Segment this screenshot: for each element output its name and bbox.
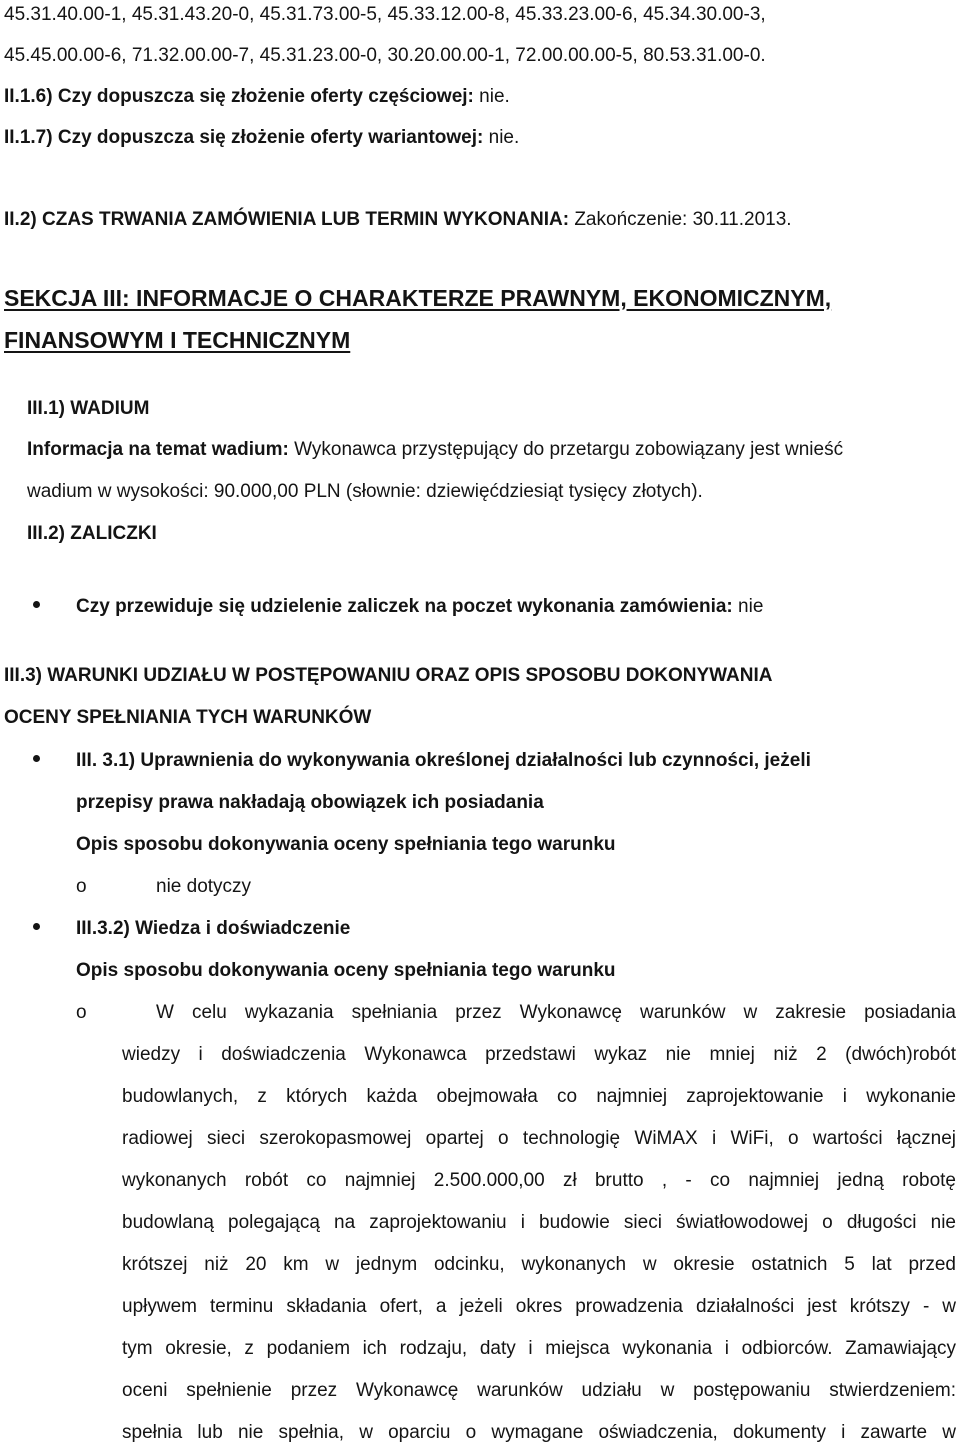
zaliczki-answer: nie — [732, 596, 764, 617]
section-3-title-line-1: SEKCJA III: INFORMACJE O CHARAKTERZE PRAWNYM, EKONOMICZNYM, — [4, 285, 832, 311]
permissions-title-line-1: III. 3.1) Uprawnienia do wykonywania określonej działalności lub czynności, jeżeli — [76, 750, 811, 771]
experience-line: krótszej niż 20 km w jednym odcinku, wykonanych w okresie ostatnich 5 lat przed — [122, 1254, 956, 1275]
wadium-label: Informacja na temat wadium: — [27, 439, 289, 460]
conditions-heading-line-1: III.3) WARUNKI UDZIAŁU W POSTĘPOWANIU ORAZ OPIS SPOSOBU DOKONYWANIA — [4, 665, 773, 686]
duration-label: II.2) CZAS TRWANIA ZAMÓWIENIA LUB TERMIN WYKONANIA: — [4, 209, 570, 230]
duration-value: Zakończenie: 30.11.2013. — [569, 209, 792, 230]
section-3-title-line-2: FINANSOWYM I TECHNICZNYM — [4, 327, 351, 353]
partial-offer-label: II.1.6) Czy dopuszcza się złożenie oferty częściowej: — [4, 86, 474, 107]
variant-offer-label: II.1.7) Czy dopuszcza się złożenie oferty wariantowej: — [4, 127, 484, 148]
experience-line: wiedzy i doświadczenia Wykonawca przedstawi wykaz nie mniej niż 2 (dwóch)robót — [122, 1044, 956, 1065]
experience-line: radiowej sieci szerokopasmowej opartej o technologię WiMAX i WiFi, o wartości łącznej — [122, 1128, 956, 1149]
variant-offer-value: nie. — [483, 127, 520, 148]
circle-marker: o — [76, 1002, 87, 1023]
zaliczki-question — [76, 595, 763, 619]
cpv-codes-line-1: 45.31.40.00-1, 45.31.43.20-0, 45.31.73.00-5, 45.33.12.00-8, 45.33.23.00-6, 45.34.30.00-3, — [4, 4, 766, 25]
permissions-title-line-2: przepisy prawa nakładają obowiązek ich posiadania — [76, 792, 544, 813]
variant-offer-item — [4, 126, 519, 150]
conditions-heading-line-2: OCENY SPEŁNIANIA TYCH WARUNKÓW — [4, 707, 372, 728]
duration-item — [4, 208, 792, 232]
wadium-heading: III.1) WADIUM — [27, 398, 150, 419]
experience-line: spełnia lub nie spełnia, w oparciu o wymagane oświadczenia, dokumenty i zawarte w — [122, 1422, 956, 1443]
bullet-icon — [33, 601, 40, 608]
experience-line: budowlanych, z których każda obejmowała co najmniej zaprojektowanie i wykonanie — [122, 1086, 956, 1107]
partial-offer-item — [4, 85, 510, 109]
experience-line: wykonanych robót co najmniej 2.500.000,00 zł brutto , - co najmniej jedną robotę — [122, 1170, 956, 1191]
permissions-desc-label: Opis sposobu dokonywania oceny spełniania tego warunku — [76, 834, 616, 855]
bullet-icon — [33, 923, 40, 930]
experience-line: oceni spełnienie przez Wykonawcę warunków udziału w postępowaniu stwierdzeniem: — [122, 1380, 956, 1401]
experience-title: III.3.2) Wiedza i doświadczenie — [76, 918, 351, 939]
circle-marker: o — [76, 876, 87, 897]
partial-offer-value: nie. — [473, 86, 510, 107]
cpv-codes-line-2: 45.45.00.00-6, 71.32.00.00-7, 45.31.23.00-0, 30.20.00.00-1, 72.00.00.00-5, 80.53.31.00-0. — [4, 45, 766, 66]
wadium-text-2: wadium w wysokości: 90.000,00 PLN (słownie: dziewięćdziesiąt tysięcy złotych). — [27, 481, 703, 502]
zaliczki-question-label: Czy przewiduje się udzielenie zaliczek na poczet wykonania zamówienia: — [76, 596, 733, 617]
bullet-icon — [33, 755, 40, 762]
permissions-value: nie dotyczy — [156, 876, 252, 897]
zaliczki-heading: III.2) ZALICZKI — [27, 523, 157, 544]
experience-line: W celu wykazania spełniania przez Wykonawcę warunków w zakresie posiadania — [156, 1002, 956, 1023]
wadium-info — [27, 438, 843, 462]
experience-line: tym okresie, z podaniem ich rodzaju, daty i miejsca wykonania i odbiorców. Zamawiający — [122, 1338, 956, 1359]
experience-line: upływem terminu składania ofert, a jeżeli okres prowadzenia działalności jest krótszy - w — [122, 1296, 956, 1317]
experience-line: budowlaną polegającą na zaprojektowaniu i budowie sieci światłowodowej o długości nie — [122, 1212, 956, 1233]
experience-desc-label: Opis sposobu dokonywania oceny spełniania tego warunku — [76, 960, 616, 981]
wadium-text-1: Wykonawca przystępujący do przetargu zobowiązany jest wnieść — [288, 439, 844, 460]
